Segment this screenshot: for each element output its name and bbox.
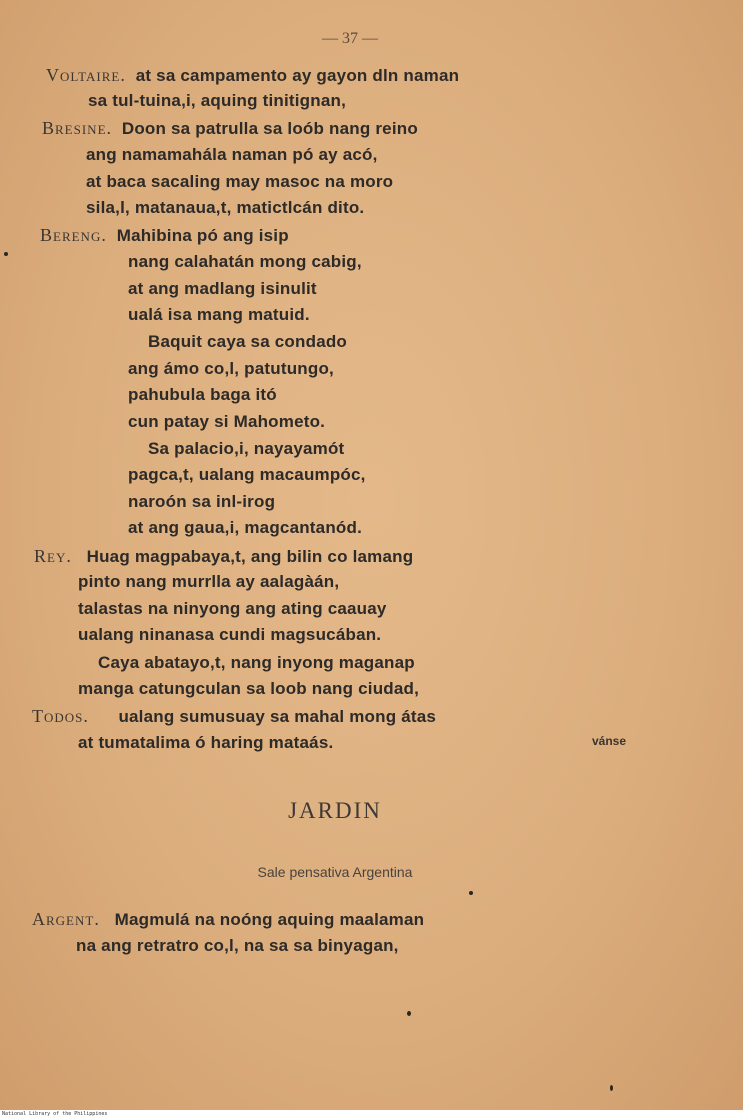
verse-line	[78, 732, 333, 754]
verse-text: pagca,t, ualang macaumpóc,	[128, 465, 366, 484]
scene-subheading: Sale pensativa Argentina	[257, 864, 413, 880]
verse-line	[32, 908, 424, 931]
verse-line	[148, 438, 344, 460]
verse-text: at ang madlang isinulit	[128, 279, 317, 298]
verse-line	[128, 278, 317, 300]
verse-text: na ang retratro co,l, na sa sa binyagan,	[76, 936, 399, 955]
speaker-label: Rey.	[34, 546, 72, 566]
verse-line	[34, 545, 413, 568]
speaker-label: Todos.	[32, 706, 89, 726]
verse-text: Caya abatayo,t, nang inyong maganap	[98, 653, 415, 672]
verse-text: nang calahatán mong cabig,	[128, 252, 362, 271]
scene-heading: JARDIN	[288, 798, 382, 823]
verse-text: ualang sumusuay sa mahal mong átas	[118, 707, 437, 726]
verse-text: ang ámo co,l, patutungo,	[128, 359, 334, 378]
verse-text: at tumatalima ó haring mataás.	[78, 733, 334, 752]
verse-line	[128, 517, 362, 539]
verse-line	[128, 384, 277, 406]
verse-text: talastas na ninyong ang ating caauay	[78, 599, 387, 618]
verse-line	[32, 705, 436, 728]
ink-speck	[407, 1011, 411, 1016]
verse-line	[98, 652, 415, 674]
speaker-label: Bereng.	[40, 225, 107, 245]
verse-text: Doon sa patrulla sa loób nang reino	[121, 119, 418, 138]
verse-text: at sa campamento ay gayon dln naman	[135, 66, 460, 85]
verse-text: Mahibina pó ang isip	[116, 226, 289, 245]
page-number: — 37 —	[322, 30, 378, 47]
verse-text: sa tul-tuina,i, aquing tinitignan,	[88, 91, 347, 110]
verse-text: manga catungculan sa loob nang ciudad,	[78, 679, 420, 698]
library-footer: National Library of the Philippines	[0, 1110, 743, 1118]
verse-line	[78, 624, 381, 646]
verse-line	[78, 598, 387, 620]
verse-line	[128, 464, 366, 486]
verse-text: ang namamahála naman pó ay acó,	[86, 145, 378, 164]
verse-text: Huag magpabaya,t, ang bilin co lamang	[86, 547, 414, 566]
stage-direction: vánse	[592, 734, 627, 748]
verse-line	[86, 144, 378, 166]
verse-text: at ang gaua,i, magcantanód.	[128, 518, 362, 537]
verse-text: Baquit caya sa condado	[148, 332, 348, 351]
verse-line	[78, 678, 419, 700]
verse-line	[128, 491, 275, 513]
speaker-label: Voltaire.	[46, 65, 126, 85]
verse-line	[86, 171, 393, 193]
verse-text: Magmulá na noóng aquing maalaman	[114, 910, 425, 929]
verse-text: Sa palacio,i, nayayamót	[148, 439, 345, 458]
verse-text: naroón sa inl-irog	[128, 492, 276, 511]
speaker-label: Argent.	[32, 909, 100, 929]
verse-line	[86, 197, 364, 219]
verse-text: ualang ninanasa cundi magsucában.	[78, 625, 382, 644]
verse-line	[148, 331, 347, 353]
ink-speck	[4, 252, 8, 256]
verse-text: pahubula baga itó	[128, 385, 277, 404]
speaker-label: Bresine.	[42, 118, 113, 138]
verse-line	[42, 117, 418, 140]
verse-text: at baca sacaling may masoc na moro	[86, 172, 394, 191]
verse-text: pinto nang murrlla ay aalagàán,	[78, 572, 340, 591]
verse-line	[76, 935, 399, 957]
verse-line	[128, 304, 310, 326]
ink-speck	[469, 891, 473, 895]
verse-line	[78, 571, 339, 593]
verse-line	[128, 358, 334, 380]
verse-line	[128, 251, 362, 273]
verse-text: cun patay si Mahometo.	[128, 412, 326, 431]
verse-line	[40, 224, 289, 247]
verse-text: sila,l, matanaua,t, matictlcán dito.	[86, 198, 365, 217]
verse-line	[128, 411, 325, 433]
ink-speck	[610, 1085, 613, 1091]
verse-line	[46, 64, 459, 87]
verse-text: ualá isa mang matuid.	[128, 305, 310, 324]
verse-line	[88, 90, 346, 112]
